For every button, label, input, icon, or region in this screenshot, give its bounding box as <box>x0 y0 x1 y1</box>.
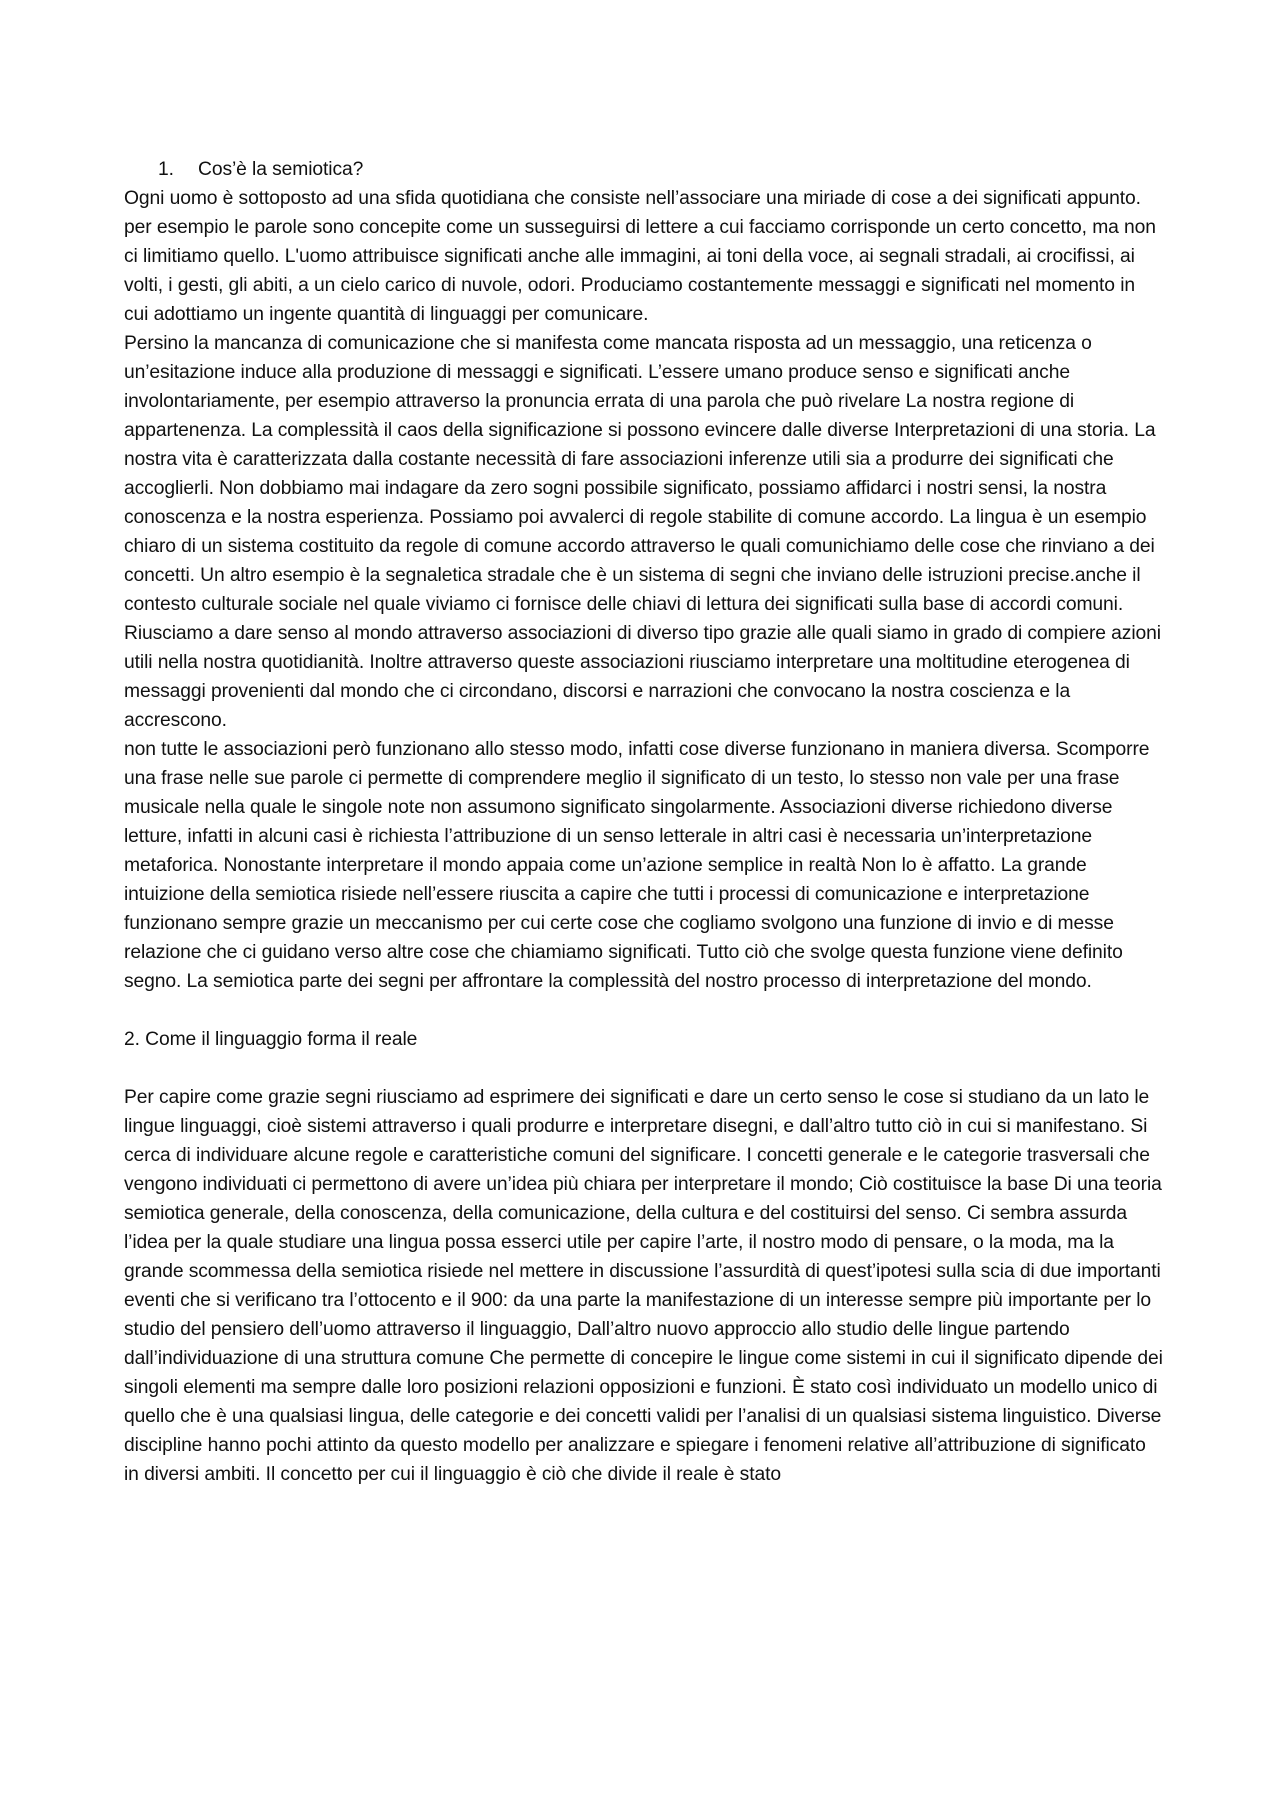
section-1-paragraph-1: Ogni uomo è sottoposto ad una sfida quotidiana che consiste nell’associare una miriade di cose a dei significati appunto. per esempio le parole sono concepite come un susseguirsi di lettere a cui facciamo corrisponde un certo concetto, ma non ci limitiamo quello. L'uomo attribuisce significati anche alle immagini, ai toni della voce, ai segnali stradali, ai crocifissi, ai volti, i gesti, gli abiti, a un cielo carico di nuvole, odori. Produciamo costantemente messaggi e significati nel momento in cui adottiamo un ingente quantità di linguaggi per comunicare. <box>124 188 1156 325</box>
blank-line <box>124 996 1164 1025</box>
section-1-paragraph-4: non tutte le associazioni però funzionano allo stesso modo, infatti cose diverse funzionano in maniera diversa. Scomporre una frase nelle sue parole ci permette di comprendere meglio il significato di un testo, lo stesso non vale per una frase musicale nella quale le singole note non assumono significato singolarmente. Associazioni diverse richiedono diverse letture, infatti in alcuni casi è richiesta l’attribuzione di un senso letterale in altri casi è necessaria un’interpretazione metaforica. Nonostante interpretare il mondo appaia come un’azione semplice in realtà Non lo è affatto. La grande intuizione della semiotica risiede nell’essere riuscita a capire che tutti i processi di comunicazione e interpretazione funzionano sempre grazie un meccanismo per cui certe cose che cogliamo svolgono una funzione di invio e di messe relazione che ci guidano verso altre cose che chiamiamo significati. Tutto ciò che svolge questa funzione viene definito segno. La semiotica parte dei segni per affrontare la complessità del nostro processo di interpretazione del mondo. <box>124 739 1150 992</box>
section-1-paragraph-3: Riusciamo a dare senso al mondo attraverso associazioni di diverso tipo grazie alle quali siamo in grado di compiere azioni utili nella nostra quotidianità. Inoltre attraverso queste associazioni riusciamo interpretare una moltitudine eterogenea di messaggi provenienti dal mondo che ci circondano, discorsi e narrazioni che convocano la nostra coscienza e la accrescono. <box>124 623 1161 731</box>
section-1-title: Cos’è la semiotica? <box>198 159 364 180</box>
document-page <box>124 155 1164 1489</box>
section-2-heading: 2. Come il linguaggio forma il reale <box>124 1029 418 1050</box>
section-2-paragraph-1: Per capire come grazie segni riusciamo ad esprimere dei significati e dare un certo senso le cose si studiano da un lato le lingue linguaggi, cioè sistemi attraverso i quali produrre e interpretare disegni, e dall’altro tutto ciò in cui si manifestano. Si cerca di individuare alcune regole e caratteristiche comuni del significare. I concetti generale e le categorie trasversali che vengono individuati ci permettono di avere un’idea più chiara per interpretare il mondo; Ciò costituisce la base Di una teoria semiotica generale, della conoscenza, della comunicazione, della cultura e del costituirsi del senso. Ci sembra assurda l’idea per la quale studiare una lingua possa esserci utile per capire l’arte, il nostro modo di pensare, o la moda, ma la grande scommessa della semiotica risiede nel mettere in discussione l’assurdità di quest’ipotesi sulla scia di due importanti eventi che si verificano tra l’ottocento e il 900: da una parte la manifestazione di un interesse sempre più importante per lo studio del pensiero dell’uomo attraverso il linguaggio, Dall’altro nuovo approccio allo studio delle lingue partendo dall’individuazione di una struttura comune Che permette di concepire le lingue come sistemi in cui il significato dipende dei singoli elementi ma sempre dalle loro posizioni relazioni opposizioni e funzioni. È stato così individuato un modello unico di quello che è una qualsiasi lingua, delle categorie e dei concetti validi per l’analisi di un qualsiasi sistema linguistico. Diverse discipline hanno pochi attinto da questo modello per analizzare e spiegare i fenomeni relative all’attribuzione di significato in diversi ambiti. Il concetto per cui il linguaggio è ciò che divide il reale è stato <box>124 1087 1163 1485</box>
blank-line <box>124 1054 1164 1083</box>
section-1-heading <box>124 155 1164 184</box>
section-1-paragraph-2: Persino la mancanza di comunicazione che si manifesta come mancata risposta ad un messaggio, una reticenza o un’esitazione induce alla produzione di messaggi e significati. L’essere umano produce senso e significati anche involontariamente, per esempio attraverso la pronuncia errata di una parola che può rivelare La nostra regione di appartenenza. La complessità il caos della significazione si possono evincere dalle diverse Interpretazioni di una storia. La nostra vita è caratterizzata dalla costante necessità di fare associazioni inferenze utili sia a produrre dei significati che accoglierli. Non dobbiamo mai indagare da zero sogni possibile significato, possiamo affidarci i nostri sensi, la nostra conoscenza e la nostra esperienza. Possiamo poi avvalerci di regole stabilite di comune accordo. La lingua è un esempio chiaro di un sistema costituito da regole di comune accordo attraverso le quali comunichiamo delle cose che rinviano a dei concetti. Un altro esempio è la segnaletica stradale che è un sistema di segni che inviano delle istruzioni precise.anche il contesto culturale sociale nel quale viviamo ci fornisce delle chiavi di lettura dei significati sulla base di accordi comuni. <box>124 333 1156 615</box>
section-1-number: 1. <box>158 159 174 180</box>
